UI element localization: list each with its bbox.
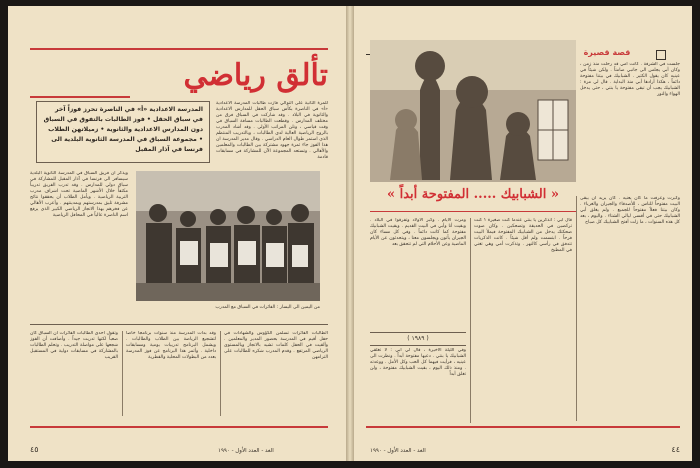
square-icon: [656, 50, 666, 60]
story-column-middle: قال أبي : أتذكرين يا بنتي عندما كنت صغيرة ؟ كنت تركضين في الحديقة وتضحكين . وكان صوت ضحكتك يدخل من الشبابيك المفتوحة فيملأ البيت فرحاً . ابتسمت ولم أقل شيئاً . كانت الذكريات تتدفق في رأسي كالنهر . وتذكرت أمي وهي تغني في المطبخ: [474, 218, 572, 253]
column-divider: [470, 218, 471, 423]
story-column-right-top: جلست في الشرفة . كانت أمي قد رحلت منذ زمن ، وكان أبي يجلس الى جانبي صامتاً . ولكن شيئاً في عينيه كان يقول الكثير . الشبابيك في بيتنا مفتوحة دائماً ، هكذا أرادها أبي منذ البداية . قال لي مرة : الشبابيك يجب أن تبقى مفتوحة يا بنتي ، حتى يدخل الهواء والنور: [580, 62, 680, 97]
column-divider: [220, 331, 221, 416]
column-divider: [576, 196, 577, 421]
bottom-red-rule: [366, 426, 680, 428]
story-column-far-left: وفي الليلة الأخيرة ، قال لي أبي : لا تغلقي الشبابيك يا بنتي . دعيها مفتوحة أبداً . ونظرت الى عينيه ، فرأيت فيهما كل الحب وكل الأمل . ووعدته . ومنذ ذلك اليوم ، بقيت الشبابيك مفتوحة ، ولن تغلق أبداً: [370, 348, 466, 377]
section-label: قصة قصيرة: [583, 48, 631, 57]
title-rule: [370, 211, 576, 212]
left-page: [8, 6, 346, 461]
students-photo: [136, 171, 320, 301]
footer-issue: الغد - العدد الأول - ١٩٩٠: [218, 448, 274, 454]
mid-rule: [30, 324, 328, 325]
page-number: ٤٥: [30, 445, 39, 454]
left-column: ويذكر أن فريق السباق في المدرسة الثانوية البلدية سيسافر الى فرنسا في آذار المقبل للمشاركة في سباق دولي للمدارس . وقد تدرب الفريق تدريباً مكثفاً خلال الأشهر الماضية تحت اشراف مدرب التربية الرياضية . ويأمل الطلاب أن يحققوا نتائج مشرفة تليق بمدرستهم وبمدينتهم . وأعرب الأهالي عن فخرهم بهذا الانجاز الرياضي الكبير الذي يرفع اسم الناصرة عالياً في المحافل الرياضية: [30, 171, 128, 218]
right-page: [354, 6, 692, 461]
headline-sports: تألق رياضي: [183, 58, 328, 93]
page-number: ٤٤: [671, 445, 680, 454]
footer-issue: الغد - العدد الأول - ١٩٩٠: [370, 448, 426, 454]
summary-box: المدرسة الاعدادية «أ» في الناصرة تحرز فوزاً آخر في سباق الحقل • فوز الطالبات بالتفوق في السباق دون المدارس الاعدادية والثانوية • زميلاتهن الطلاب • مجموعة السباق في المدرسة الثانوية البلدية الى فرنسا في آذار المقبل: [36, 101, 210, 163]
spine: [346, 6, 354, 461]
story-column-right-bottom: وكبرت وعرفت ما كان يعنيه . كان يريد أن يبقى البيت مفتوحاً للناس ، للأصدقاء والجيران والغرباء . وكان بيتنا فعلاً مفتوحاً للجميع . ولم يغلق أبي الشبابيك حتى في أقسى ليالي الشتاء . واليوم ، بعد كل هذه السنوات ، ما زلت أفتح الشبابيك كل صباح: [580, 196, 680, 225]
date-box: ( ١٩٨٩ ): [370, 332, 466, 346]
column-divider: [122, 331, 123, 416]
story-column-left: ومرت الأيام . وكبر الأولاد وتفرقوا في البلاد . وبقيت أنا وأبي في البيت القديم . وبقيت الشبابيك مفتوحة كما كانت دائماً . وفي كل مساء كان الجيران يأتون ويجلسون معنا ، ويتحدثون عن الأيام الماضية وعن الأحلام التي لم تتحقق بعد: [370, 218, 466, 247]
intro-column: للمرة الثانية على التوالي فازت طالبات المدرسة الاعدادية «أ» في الناصرة بكأس سباق الحقل للمدارس الاعدادية والثانوية في البلاد . وقد شاركت في السباق فرق من مختلف المدارس . وقطعت الطالبات مسافة السباق في وقت قياسي ، ونلن المراتب الأولى . وقد أشاد المدرب بالروح الرياضية العالية لدى الطالبات ، وبالتدريب المنتظم الذي استمر طوال العام الدراسي . وقال مدير المدرسة ان هذا الفوز جاء ثمرة جهود مشتركة بين الطالبات والمعلمين والأهالي . وتستعد المجموعة الآن للمشاركة في مسابقات قادمة: [216, 101, 328, 160]
bottom-column-3: وتقول احدى الطالبات الفائزات ان السباق كان صعباً لكنها تدربت جيداً . وأضافت أن الفوز شجعها على مواصلة التدريب . وتحلم الطالبات بالمشاركة في مسابقات دولية في المستقبل القريب: [30, 331, 118, 360]
story-title: « الشبابيك ..... المفتوحة أبداً »: [386, 187, 560, 202]
headline-red-rule: [30, 96, 130, 98]
bottom-red-rule: [30, 426, 328, 428]
story-illustration: [370, 40, 576, 182]
top-red-rule: [30, 48, 328, 50]
bottom-column-1: الطالبات الفائزات تسلمن الكؤوس والشهادات في حفل أقيم في المدرسة بحضور المدير والمعلمين . وألقيت في الحفل كلمات تشيد بالانجاز وبالمستوى الرياضي المرتفع . وقدم المدرب شكره للطالبات على التزامهن: [224, 331, 328, 360]
bottom-column-2: وقد بدأت المدرسة منذ سنوات برنامجاً خاصاً لتشجيع الرياضة بين الطلاب والطالبات . ويشمل البرنامج تدريبات يومية ومسابقات داخلية . وأثمر هذا البرنامج عن فوز المدرسة بعدد من البطولات المحلية والقطرية: [126, 331, 216, 360]
photo-caption: من اليمين الى اليسار : الفائزات في السباق مع المدرب: [215, 305, 320, 310]
